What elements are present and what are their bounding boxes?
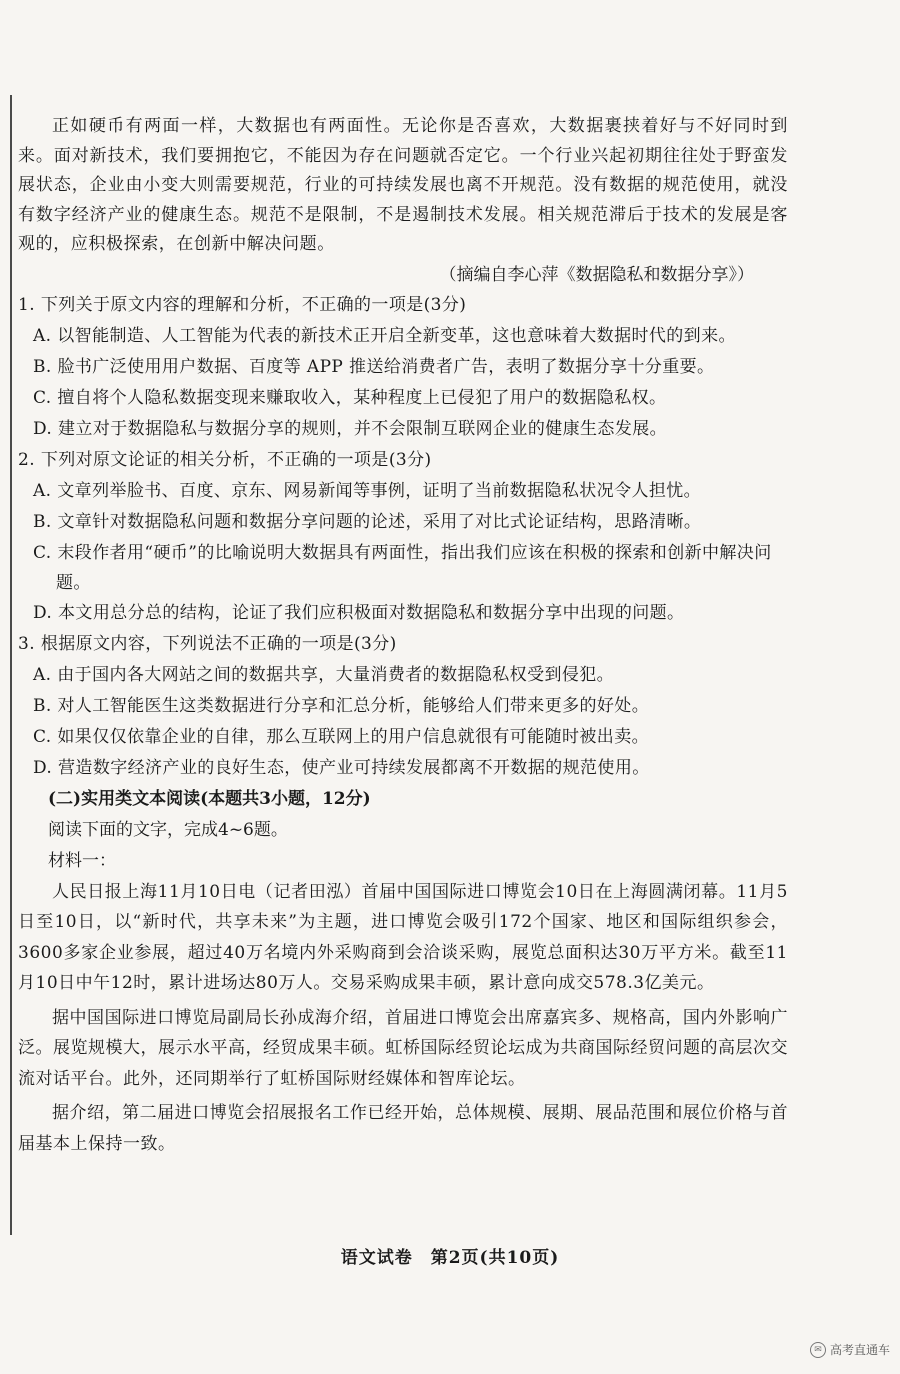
news-paragraph: 人民日报上海11月10日电（记者田泓）首届中国国际进口博览会10日在上海圆满闭幕。11月5日至10日，以“新时代，共享未来”为主题，进口博览会吸引172个国家、地区和国际组织参会，3600多家企业参展，超过40万名境内外采购商到会洽谈采购，展览总面积达30万平方米。截至11月10日中午12时，累计进场达80万人。交易采购成果丰硕，累计意向成交578.3亿美元。 xyxy=(18,881,788,993)
question-stem: 2. 下列对原文论证的相关分析，不正确的一项是(3分) xyxy=(18,449,432,470)
news-paragraph: 据中国国际进口博览局副局长孙成海介绍，首届进口博览会出席嘉宾多、规格高，国内外影响广泛。展览规模大，展示水平高，经贸成果丰硕。虹桥国际经贸论坛成为共商国际经贸问题的高层次交流对话平台。此外，还同期举行了虹桥国际财经媒体和智库论坛。 xyxy=(18,1007,788,1089)
question-3 xyxy=(18,629,788,784)
watermark-logo-icon: ✉ xyxy=(810,1342,826,1358)
news-paragraph: 据介绍，第二届进口博览会招展报名工作已经开始，总体规模、展期、展品范围和展位价格与首届基本上保持一致。 xyxy=(18,1103,788,1154)
intro-paragraph: 正如硬币有两面一样，大数据也有两面性。无论你是否喜欢，大数据裹挟着好与不好同时到来。面对新技术，我们要拥抱它，不能因为存在问题就否定它。一个行业兴起初期往往处于野蛮发展状态，企业由小变大则需要规范，行业的可持续发展也离不开规范。没有数据的规范使用，就没有数字经济产业的健康生态。规范不是限制，不是遏制技术发展。相关规范滞后于技术的发展是客观的，应积极探索，在创新中解决问题。 xyxy=(18,116,788,254)
option-c: C. 末段作者用“硬币”的比喻说明大数据具有两面性，指出我们应该在积极的探索和创新中解决问题。 xyxy=(33,542,772,593)
option-b: B. 对人工智能医生这类数据进行分享和汇总分析，能够给人们带来更多的好处。 xyxy=(33,695,650,716)
source-citation: （摘编自李心萍《数据隐私和数据分享》） xyxy=(439,264,754,285)
question-stem: 3. 根据原文内容，下列说法不正确的一项是(3分) xyxy=(18,633,397,654)
option-c: C. 如果仅仅依靠企业的自律，那么互联网上的用户信息就很有可能随时被出卖。 xyxy=(33,726,650,747)
option-d: D. 本文用总分总的结构，论证了我们应积极面对数据隐私和数据分享中出现的问题。 xyxy=(33,602,685,623)
question-stem: 1. 下列关于原文内容的理解和分析，不正确的一项是(3分) xyxy=(18,294,467,315)
section-instruction: 阅读下面的文字，完成4~6题。 xyxy=(48,819,288,840)
page-footer: 语文试卷 第2页(共10页) xyxy=(340,1248,560,1268)
material-label: 材料一： xyxy=(48,850,116,871)
section-heading: (二)实用类文本阅读(本题共3小题，12分) xyxy=(48,788,371,809)
option-c: C. 擅自将个人隐私数据变现来赚取收入，某种程度上已侵犯了用户的数据隐私权。 xyxy=(33,387,667,408)
page-left-edge xyxy=(10,95,12,1235)
option-d: D. 营造数字经济产业的良好生态，使产业可持续发展都离不开数据的规范使用。 xyxy=(33,757,650,778)
option-a: A. 文章列举脸书、百度、京东、网易新闻等事例，证明了当前数据隐私状况令人担忧。 xyxy=(33,480,702,501)
option-b: B. 脸书广泛使用用户数据、百度等 APP 推送给消费者广告，表明了数据分享十分重要。 xyxy=(33,356,715,377)
question-2 xyxy=(18,445,788,629)
option-a: A. 由于国内各大网站之间的数据共享，大量消费者的数据隐私权受到侵犯。 xyxy=(33,664,615,685)
option-d: D. 建立对于数据隐私与数据分享的规则，并不会限制互联网企业的健康生态发展。 xyxy=(33,418,668,439)
document-body xyxy=(18,112,788,1163)
watermark-text: 高考直通车 xyxy=(829,1343,890,1357)
watermark xyxy=(810,1341,890,1358)
question-1 xyxy=(18,290,788,445)
option-b: B. 文章针对数据隐私问题和数据分享问题的论述，采用了对比式论证结构，思路清晰。 xyxy=(33,511,702,532)
option-a: A. 以智能制造、人工智能为代表的新技术正开启全新变革，这也意味着大数据时代的到来。 xyxy=(33,325,736,346)
